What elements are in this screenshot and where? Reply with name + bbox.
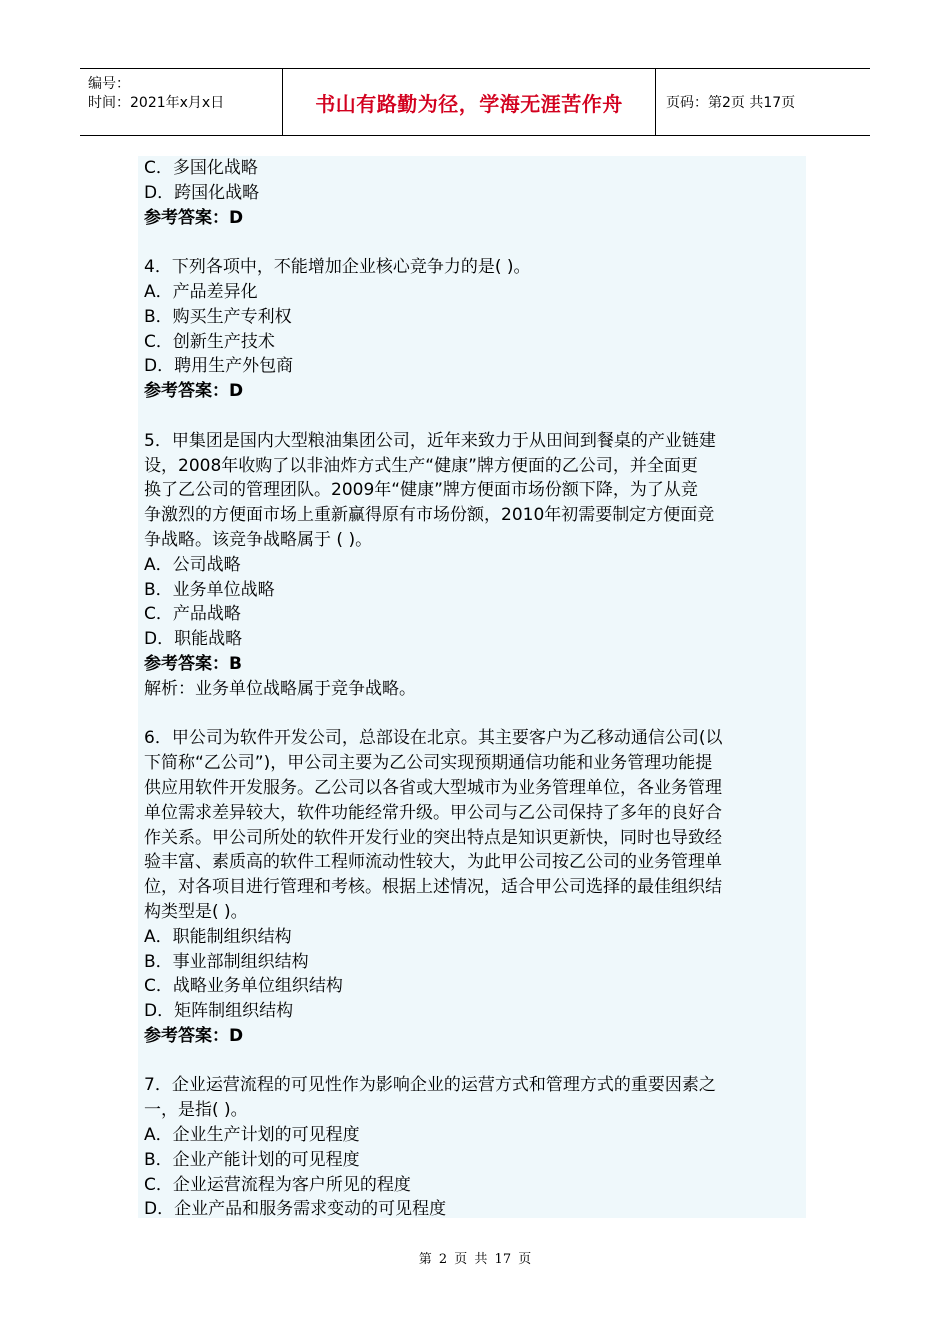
header-number-label: 编号：	[88, 76, 130, 92]
q6-stem-line: 下简称“乙公司”)，甲公司主要为乙公司实现预期通信功能和业务管理功能提	[144, 753, 713, 774]
q7-stem-line: 7．企业运营流程的可见性作为影响企业的运营方式和管理方式的重要因素之	[144, 1075, 716, 1096]
q6-stem-line: 构类型是( )。	[144, 901, 248, 922]
q6-stem-line: 验丰富、素质高的软件工程师流动性较大，为此甲公司按乙公司的业务管理单	[144, 852, 722, 873]
q5-stem-line: 争战略。该竞争战略属于 ( )。	[144, 529, 373, 550]
q5-answer: 参考答案：B	[144, 653, 242, 674]
q7-option-c: C．企业运营流程为客户所见的程度	[144, 1174, 411, 1195]
q6-option-b: B．事业部制组织结构	[144, 951, 309, 972]
q5-stem-line: 设，2008年收购了以非油炸方式生产“健康”牌方便面的乙公司，并全面更	[144, 455, 698, 476]
q7-option-a: A．企业生产计划的可见程度	[144, 1125, 360, 1146]
q7-option-d: D．企业产品和服务需求变动的可见程度	[144, 1199, 447, 1220]
q6-stem-line: 供应用软件开发服务。乙公司以各省或大型城市为业务管理单位，各业务管理	[144, 777, 722, 798]
q6-stem-line: 6．甲公司为软件开发公司，总部设在北京。其主要客户为乙移动通信公司(以	[144, 728, 723, 749]
page-header	[80, 68, 870, 136]
q5-analysis: 解析：业务单位战略属于竞争战略。	[144, 678, 416, 699]
question-content	[138, 156, 806, 1218]
header-page-info: 页码：第2页 共17页	[666, 95, 796, 111]
header-meta	[80, 69, 282, 135]
q3-option-c: C．多国化战略	[144, 158, 258, 178]
q6-stem-line: 单位需求差异较大，软件功能经常升级。甲公司与乙公司保持了多年的良好合	[144, 802, 722, 823]
q5-option-b: B．业务单位战略	[144, 579, 275, 600]
q4-answer: 参考答案：D	[144, 381, 244, 402]
header-time-label: 时间：2021年x月x日	[88, 95, 225, 111]
q7-option-b: B．企业产能计划的可见程度	[144, 1149, 360, 1170]
q6-option-d: D．矩阵制组织结构	[144, 1001, 294, 1022]
q4-option-d: D．聘用生产外包商	[144, 356, 294, 377]
q5-stem-line: 争激烈的方便面市场上重新赢得原有市场份额，2010年初需要制定方便面竞	[144, 505, 715, 526]
q5-stem-line: 换了乙公司的管理团队。2009年“健康”牌方便面市场份额下降，为了从竞	[144, 480, 698, 501]
q5-option-a: A．公司战略	[144, 554, 241, 575]
q6-answer: 参考答案：D	[144, 1025, 244, 1046]
page-footer: 第 2 页 共 17 页	[418, 1252, 532, 1267]
q4-option-a: A．产品差异化	[144, 281, 258, 302]
q5-option-c: C．产品战略	[144, 604, 241, 625]
q5-stem-line: 5．甲集团是国内大型粮油集团公司，近年来致力于从田间到餐桌的产业链建	[144, 430, 716, 451]
q3-answer: 参考答案：D	[144, 207, 244, 228]
header-motto: 书山有路勤为径，学海无涯苦作舟	[282, 69, 656, 135]
q5-option-d: D．职能战略	[144, 629, 243, 650]
q3-option-d: D．跨国化战略	[144, 182, 260, 203]
q6-option-a: A．职能制组织结构	[144, 926, 292, 947]
q4-option-b: B．购买生产专利权	[144, 306, 292, 327]
q6-stem-line: 作关系。甲公司所处的软件开发行业的突出特点是知识更新快，同时也导致经	[144, 827, 722, 848]
q6-option-c: C．战略业务单位组织结构	[144, 976, 343, 997]
q7-stem-line: 一，是指( )。	[144, 1100, 248, 1121]
q6-stem-line: 位，对各项目进行管理和考核。根据上述情况，适合甲公司选择的最佳组织结	[144, 877, 722, 898]
q4-stem-line: 4．下列各项中，不能增加企业核心竞争力的是( )。	[144, 257, 531, 278]
q4-option-c: C．创新生产技术	[144, 331, 275, 352]
